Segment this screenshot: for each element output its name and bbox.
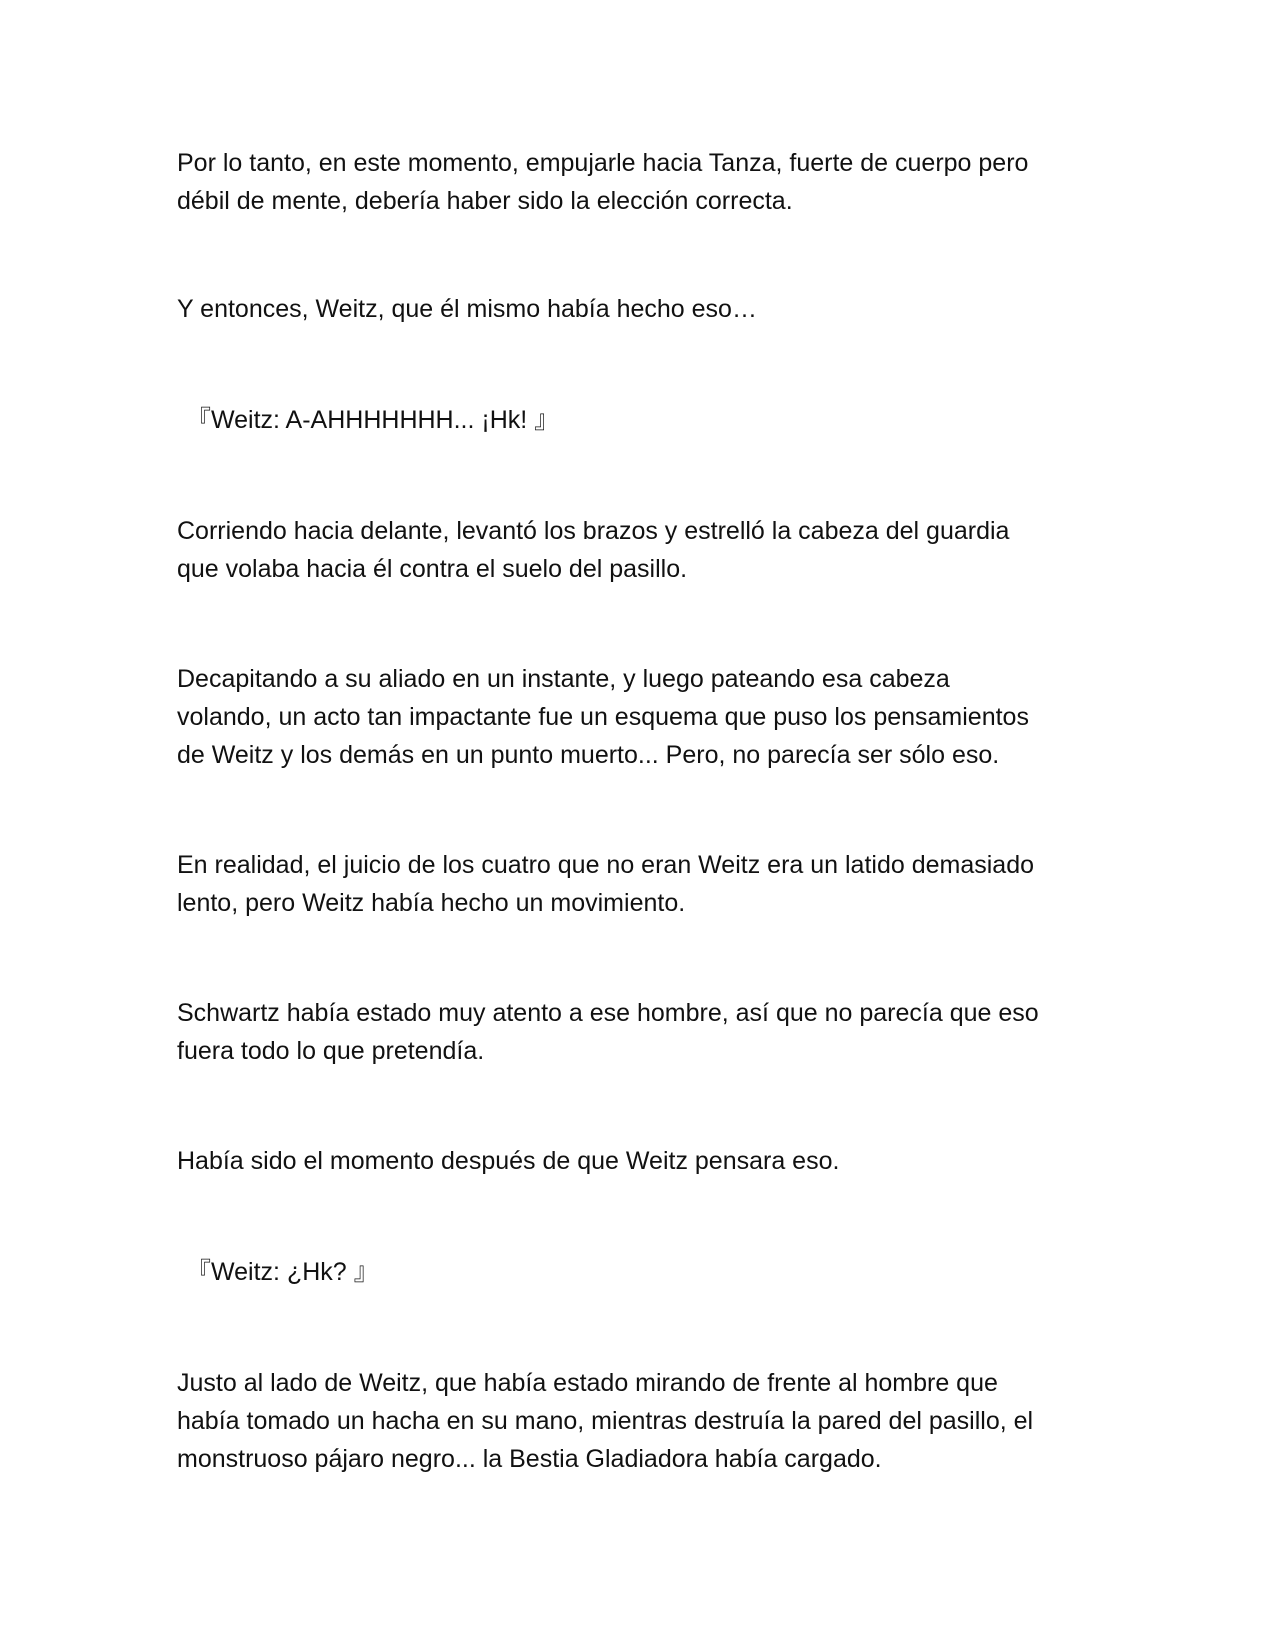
paragraph-line: volando, un acto tan impactante fue un esquema que puso los pensamientos — [177, 703, 1029, 731]
paragraph-line: monstruoso pájaro negro... la Bestia Gladiadora había cargado. — [177, 1445, 882, 1473]
paragraph-line: Corriendo hacia delante, levantó los brazos y estrelló la cabeza del guardia — [177, 517, 1010, 545]
paragraph-line: Había sido el momento después de que Weitz pensara eso. — [177, 1147, 840, 1175]
paragraph-line: Justo al lado de Weitz, que había estado mirando de frente al hombre que — [177, 1369, 998, 1397]
paragraph-line: Y entonces, Weitz, que él mismo había hecho eso… — [177, 295, 757, 323]
paragraph-line: Decapitando a su aliado en un instante, y luego pateando esa cabeza — [177, 665, 950, 693]
dialogue-line: 『Weitz: ¿Hk? 』 — [186, 1258, 379, 1286]
paragraph-line: lento, pero Weitz había hecho un movimiento. — [177, 889, 686, 917]
paragraph-4 — [177, 660, 1097, 774]
paragraph-8 — [177, 1364, 1097, 1478]
paragraph-7 — [177, 1142, 1097, 1180]
paragraph-3 — [177, 512, 1097, 588]
paragraph-2 — [177, 290, 1097, 328]
paragraph-6 — [177, 994, 1097, 1070]
paragraph-line: había tomado un hacha en su mano, mientras destruía la pared del pasillo, el — [177, 1407, 1034, 1435]
dialogue-weitz-1 — [186, 401, 1106, 439]
paragraph-5 — [177, 846, 1097, 922]
paragraph-line: de Weitz y los demás en un punto muerto... Pero, no parecía ser sólo eso. — [177, 741, 1000, 769]
dialogue-weitz-2 — [186, 1253, 1106, 1291]
paragraph-1 — [177, 144, 1097, 220]
dialogue-line: 『Weitz: A-AHHHHHHH... ¡Hk! 』 — [186, 406, 560, 434]
paragraph-line: fuera todo lo que pretendía. — [177, 1037, 485, 1065]
paragraph-line: Schwartz había estado muy atento a ese hombre, así que no parecía que eso — [177, 999, 1039, 1027]
paragraph-line: que volaba hacia él contra el suelo del pasillo. — [177, 555, 688, 583]
paragraph-line: Por lo tanto, en este momento, empujarle hacia Tanza, fuerte de cuerpo pero — [177, 149, 1029, 177]
paragraph-line: En realidad, el juicio de los cuatro que no eran Weitz era un latido demasiado — [177, 851, 1035, 879]
paragraph-line: débil de mente, debería haber sido la elección correcta. — [177, 187, 793, 215]
